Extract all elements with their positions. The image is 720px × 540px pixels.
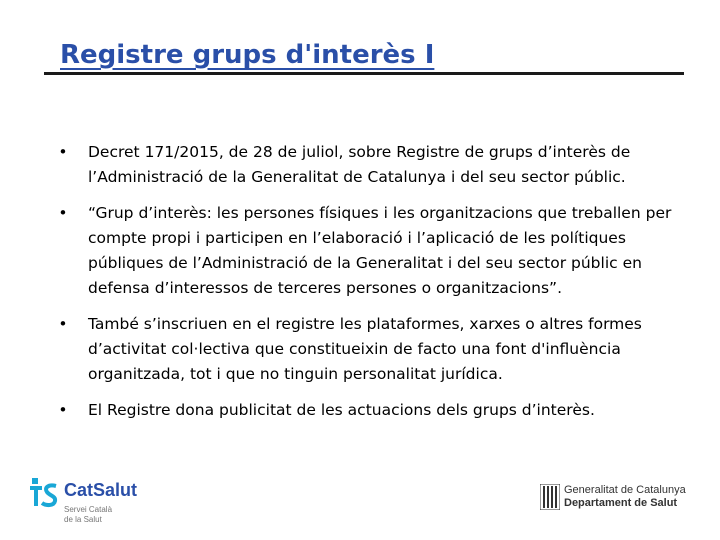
bullet-list: [56, 140, 686, 434]
gencat-emblem-icon: [540, 484, 560, 510]
bullet-item: [56, 140, 686, 190]
bullet-item: [56, 398, 686, 423]
catsalut-subtitle-line1: Servei Català: [64, 505, 113, 514]
bullet-text: El Registre dona publicitat de les actuacions dels grups d’interès.: [88, 401, 595, 419]
bullet-item: [56, 201, 686, 301]
bullet-dot-icon: •: [58, 315, 68, 333]
slide-title: Registre grups d'interès I: [60, 40, 435, 70]
gencat-line2: Departament de Salut: [564, 497, 678, 509]
bullet-dot-icon: •: [58, 204, 68, 222]
catsalut-logo: [30, 474, 210, 530]
title-underline-rule: [44, 72, 684, 75]
bullet-dot-icon: •: [58, 401, 68, 419]
catsalut-subtitle-line2: de la Salut: [64, 515, 102, 524]
bullet-text: Decret 171/2015, de 28 de juliol, sobre Registre de grups d’interès de l’Administració de la Generalitat de Catalunya i del seu sector públic.: [88, 143, 631, 186]
bullet-text: “Grup d’interès: les persones físiques i les organitzacions que treballen per compte propi i participen en l’elaboració i l’aplicació de les polítiques públiques de l’Administració de la Generalitat i del seu sector públic en defensa d’interessos de terceres persones o organitzacions”.: [88, 204, 672, 297]
catsalut-logo-icon: [30, 476, 60, 510]
bullet-item: [56, 312, 686, 387]
gencat-logo: [538, 484, 718, 512]
catsalut-name: CatSalut: [64, 480, 138, 500]
bullet-dot-icon: •: [58, 143, 68, 161]
gencat-line1: Generalitat de Catalunya: [564, 484, 686, 496]
bullet-text: També s’inscriuen en el registre les plataformes, xarxes o altres formes d’activitat col·lectiva que constitueixin de facto una font d'influència organitzada, tot i que no tinguin personalitat jurídica.: [88, 315, 642, 383]
